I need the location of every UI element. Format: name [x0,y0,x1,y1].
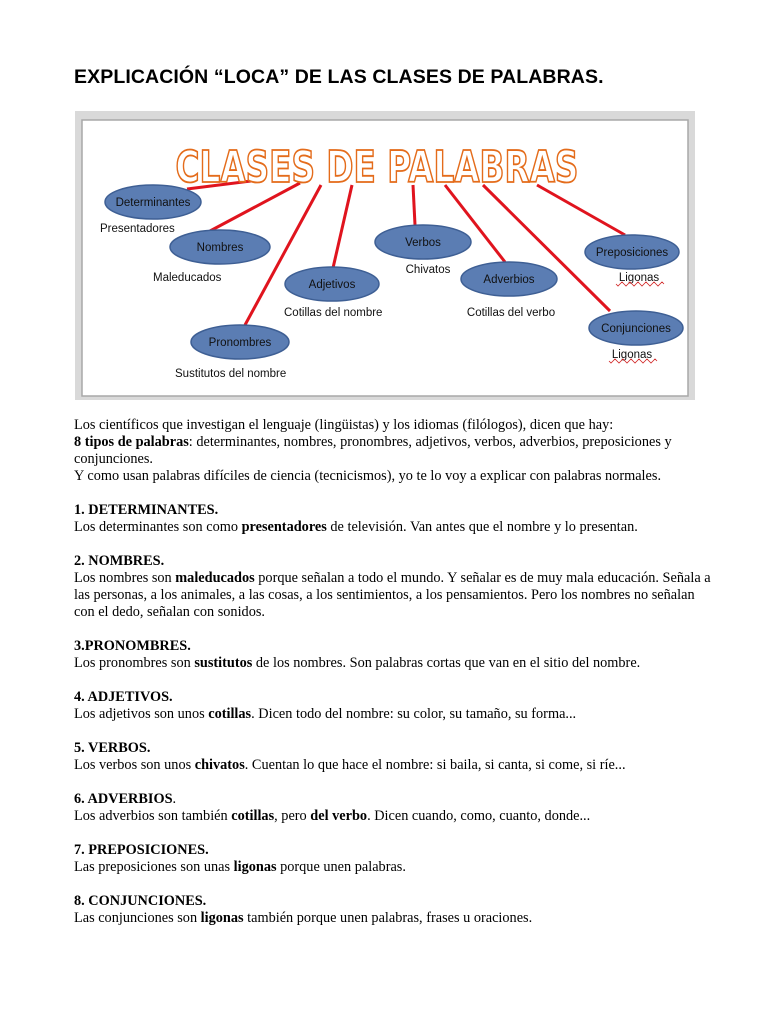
emphasis-text: sustitutos [194,655,253,671]
node-sublabel-adjetivos: Cotillas del nombre [284,307,383,319]
section-text-run: Los adverbios son también [74,808,232,824]
section-7 [74,842,714,876]
diagram-heading: CLASES DE PALABRAS [175,142,579,194]
section-title-text: 1. DETERMINANTES. [74,502,219,518]
section-title [74,502,714,519]
emphasis-text: cotillas [231,808,275,824]
emphasis-text: del verbo [310,808,368,824]
section-text [74,519,714,536]
section-text-run: , pero [274,808,311,824]
diagram-canvas [75,111,695,400]
intro-emphasis: 8 tipos de palabras [74,434,189,450]
node-sublabel-nombres: Maleducados [153,272,222,284]
node-sublabel-adverbios: Cotillas del verbo [466,307,556,319]
node-label-determinantes: Determinantes [115,197,191,209]
section-text-run: . Dicen cuando, como, cuanto, donde... [367,808,591,824]
section-2 [74,553,714,621]
section-title-text: 6. ADVERBIOS [74,791,173,807]
section-title-text: 7. PREPOSICIONES. [74,842,209,858]
section-text-run: porque señalan a todo el mundo. Y señalar es de muy mala educación. Señala a las personas, a los animales, a las cosas, a los sentimientos, a los pensamientos. Pero los nombres no señalan con el dedo, señalan con sonidos. [74,570,711,620]
emphasis-text: chivatos [194,757,245,773]
section-text-run: Los pronombres son [74,655,195,671]
intro-line-2 [74,434,714,468]
section-text [74,859,714,876]
section-title-text: 5. VERBOS. [74,740,151,756]
emphasis-text: ligonas [233,859,277,875]
section-text-run: . Dicen todo del nombre: su color, su tamaño, su forma... [251,706,577,722]
emphasis-text: cotillas [208,706,252,722]
section-title [74,740,714,757]
intro-line-1: Los científicos que investigan el lenguaje (lingüistas) y los idiomas (filólogos), dicen que hay: [74,417,614,433]
section-text [74,706,714,723]
intro-line-3: Y como usan palabras difíciles de ciencia (tecnicismos), yo te lo voy a explicar con palabras normales. [74,468,662,484]
section-text-run: Los nombres son [74,570,176,586]
section-1 [74,502,714,536]
document-title: EXPLICACIÓN “LOCA” DE LAS CLASES DE PALABRAS. [74,66,604,88]
section-5 [74,740,714,774]
section-4 [74,689,714,723]
section-title-text: 4. ADJETIVOS. [74,689,173,705]
section-text-run: Los determinantes son como [74,519,242,535]
section-title [74,791,714,808]
section-text-run: también porque unen palabras, frases u oraciones. [243,910,533,926]
node-sublabel-determinantes: Presentadores [100,223,175,235]
section-6 [74,791,714,825]
section-title-text: 2. NOMBRES. [74,553,165,569]
section-text-run: porque unen palabras. [276,859,406,875]
section-text-run: Los verbos son unos [74,757,195,773]
section-text-run: . Cuentan lo que hace el nombre: si baila, si canta, si come, si ríe... [244,757,626,773]
section-text [74,910,714,927]
section-text-run: Los adjetivos son unos [74,706,209,722]
node-label-conjunciones: Conjunciones [601,323,671,335]
intro-line-2-rest: : determinantes, nombres, pronombres, adjetivos, verbos, adverbios, preposiciones y conjunciones. [74,434,672,467]
section-text-run: Las preposiciones son unas [74,859,234,875]
section-title [74,638,714,655]
node-label-adverbios: Adverbios [483,274,535,286]
node-sublabel-verbos: Chivatos [405,264,451,276]
section-text [74,655,714,672]
node-label-verbos: Verbos [405,237,441,249]
node-sublabel-pronombres: Sustitutos del nombre [175,368,287,380]
document-body [74,417,714,927]
section-8 [74,893,714,927]
node-label-adjetivos: Adjetivos [308,279,356,291]
emphasis-text: ligonas [200,910,244,926]
section-text [74,808,714,825]
section-text-run: de los nombres. Son palabras cortas que van en el sitio del nombre. [252,655,641,671]
section-title-text: 3.PRONOMBRES. [74,638,191,654]
emphasis-text: presentadores [241,519,327,535]
node-sublabel-preposiciones: Ligonas [618,272,660,284]
word-classes-diagram [75,111,695,400]
sections-list [74,502,714,927]
section-title [74,893,714,910]
node-label-preposiciones: Preposiciones [595,247,669,259]
section-text-run: Las conjunciones son [74,910,201,926]
section-title [74,689,714,706]
node-label-pronombres: Pronombres [208,337,272,349]
section-3 [74,638,714,672]
section-title-text: 8. CONJUNCIONES. [74,893,207,909]
section-text [74,570,714,621]
emphasis-text: maleducados [175,570,255,586]
section-text-run: de televisión. Van antes que el nombre y lo presentan. [326,519,638,535]
node-sublabel-conjunciones: Ligonas [611,349,653,361]
section-title [74,842,714,859]
section-title [74,553,714,570]
section-title-suffix: . [172,791,177,807]
node-label-nombres: Nombres [196,242,244,254]
section-text [74,757,714,774]
